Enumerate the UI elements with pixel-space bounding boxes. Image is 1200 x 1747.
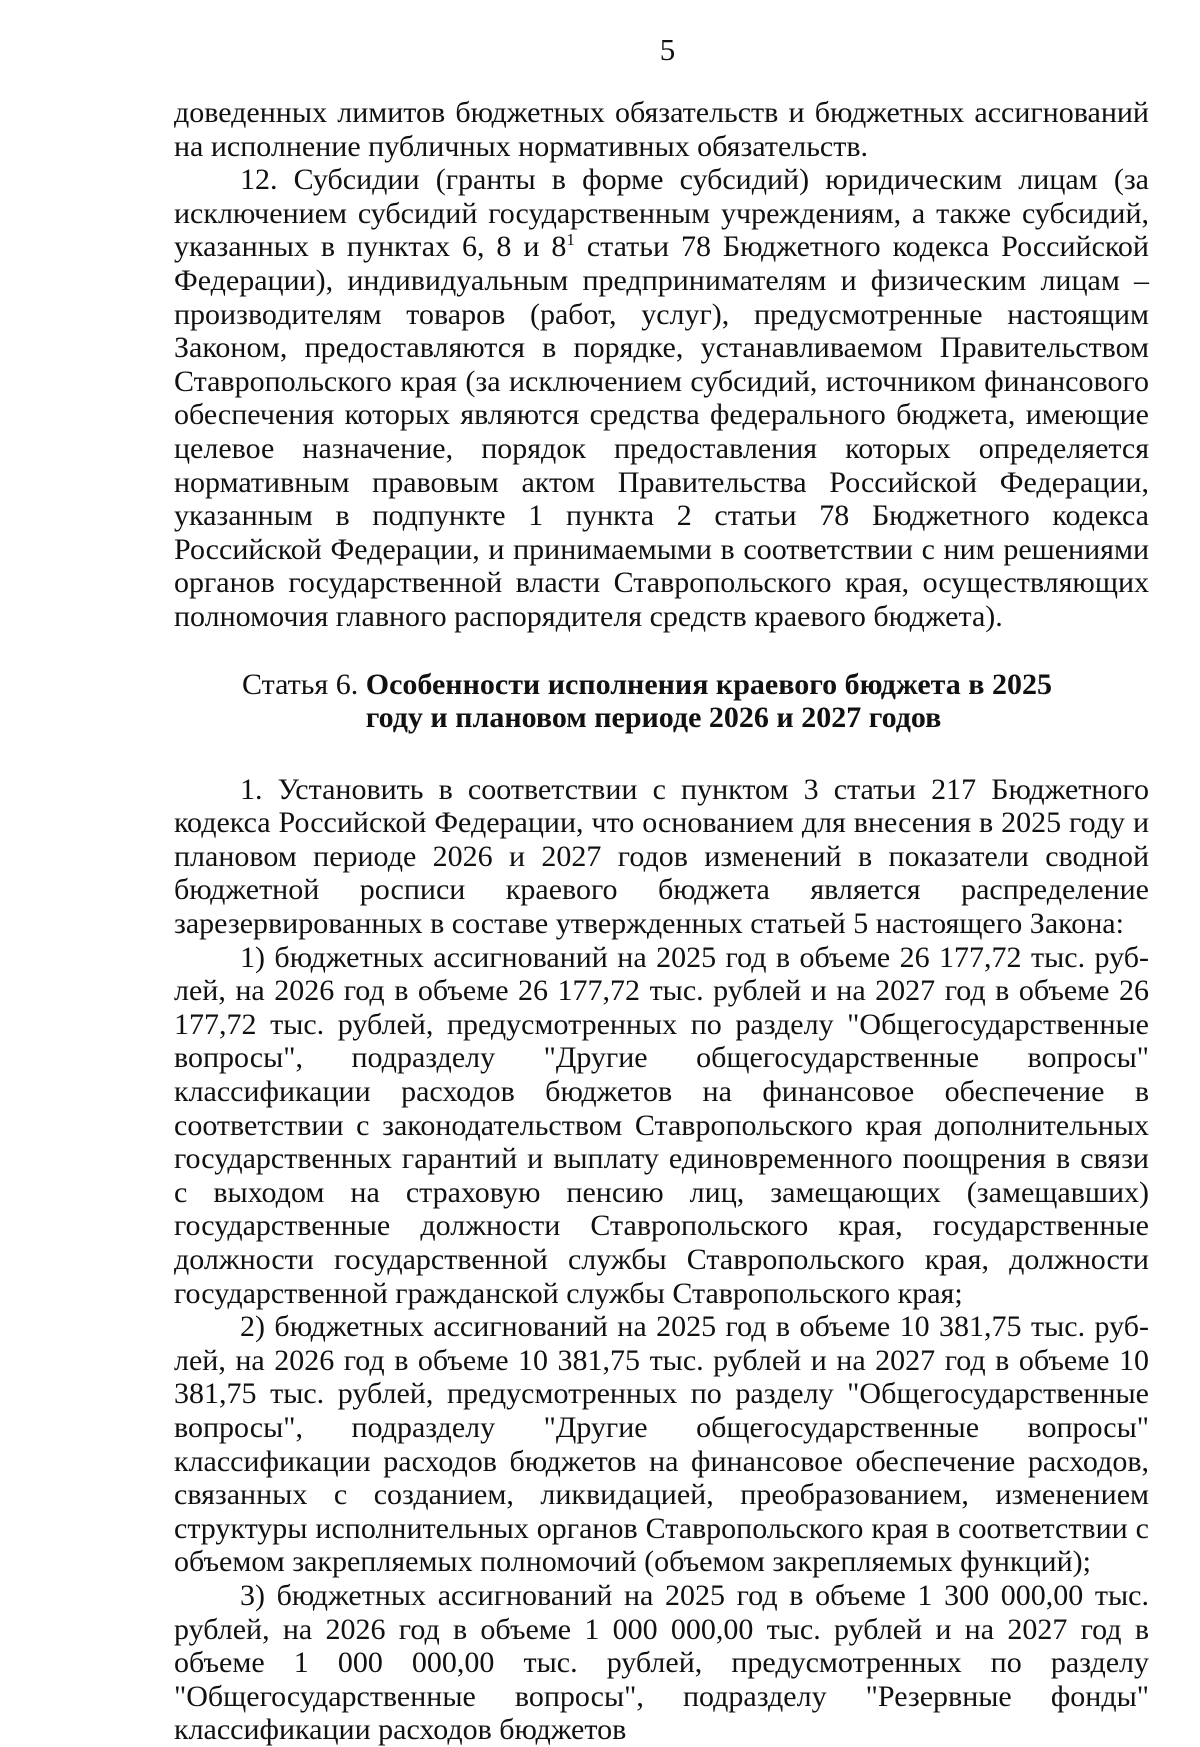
paragraph-continuation: доведенных лимитов бюджетных обязательств и бюджетных ассигнований на исполнение публичных нормативных обязательств. bbox=[174, 96, 1149, 163]
page-number: 5 bbox=[659, 32, 676, 67]
article-title: Особенности исполнения краевого бюджета в 2025 году и плановом периоде 2026 и 2027 годов bbox=[365, 667, 1052, 735]
article-label: Статья 6. bbox=[242, 667, 366, 701]
paragraph-item-1: 1. Установить в соответствии с пунктом 3 статьи 217 Бюджетного кодекса Российской Федерации, что основанием для внесения в 2025 году и плановом периоде 2026 и 2027 годов изменений в показатели сводной бюджетной росписи краевого бюджета является распределение зарезервированных в составе утвержденных статьей 5 настоящего Закона: bbox=[174, 772, 1149, 941]
paragraph-item-12 bbox=[174, 163, 1149, 633]
paragraph-subitem-2: 2) бюджетных ассигнований на 2025 год в объеме 10 381,75 тыс. рублей, на 2026 год в объеме 10 381,75 тыс. рублей и на 2027 год в объеме 10 381,75 тыс. рублей, предусмотренных по разделу "Общегосударственные вопросы", подразделу "Другие общегосударственные вопросы" классификации расходов бюджетов на финансовое обеспечение расходов, связанных с созданием, ликвидацией, преобразованием, изменением структуры исполнительных органов Ставропольского края в соответствии с объемом закрепляемых полномочий (объемом закрепляемых функций); bbox=[174, 1310, 1149, 1579]
item-12-text-part1: 12. Субсидии (гранты в форме субсидий) юридическим лицам (за исключением субсидий государственным учреждениям, а также субсидий, указанных в пунктах 6, 8 и 8 bbox=[174, 163, 1149, 264]
document-page bbox=[174, 30, 1149, 1747]
paragraph-subitem-3: 3) бюджетных ассигнований на 2025 год в объеме 1 300 000,00 тыс. рублей, на 2026 год в объеме 1 000 000,00 тыс. рублей и на 2027 год в объеме 1 000 000,00 тыс. рублей, предусмотренных по разделу "Общегосударственные вопросы", подразделу "Резервные фонды" классификации расходов бюджетов bbox=[174, 1578, 1149, 1747]
article-heading bbox=[174, 668, 1149, 735]
item-12-superscript: 1 bbox=[566, 230, 575, 250]
paragraph-subitem-1: 1) бюджетных ассигнований на 2025 год в объеме 26 177,72 тыс. рублей, на 2026 год в объеме 26 177,72 тыс. рублей и на 2027 год в объеме 26 177,72 тыс. рублей, предусмотренных по разделу "Общегосударственные вопросы", подразделу "Другие общегосударственные вопросы" классификации расходов бюджетов на финансовое обеспечение в соответствии с законодательством Ставропольского края дополнительных государственных гарантий и выплату единовременного поощрения в связи с выходом на страховую пенсию лиц, замещающих (замещавших) государственные должности Ставропольского края, государственные должности государственной службы Ставропольского края, должности государственной гражданской службы Ставропольского края; bbox=[174, 940, 1149, 1310]
item-12-text-part2: статьи 78 Бюджетного кодекса Российской Федерации), индивидуальным предпринимателям и физическим лицам – производителям товаров (работ, услуг), предусмотренные настоящим Законом, предоставляются в порядке, устанавливаемом Правительством Ставропольского края (за исключением субсидий, источником финансового обеспечения которых являются средства федерального бюджета, имеющие целевое назначение, порядок предоставления которых определяется нормативным правовым актом Правительства Российской Федерации, указанным в подпункте 1 пункта 2 статьи 78 Бюджетного кодекса Российской Федерации, и принимаемыми в соответствии с ним решениями органов государственной власти Ставропольского края, осуществляющих полномочия главного распорядителя средств краевого бюджета). bbox=[174, 230, 1149, 633]
